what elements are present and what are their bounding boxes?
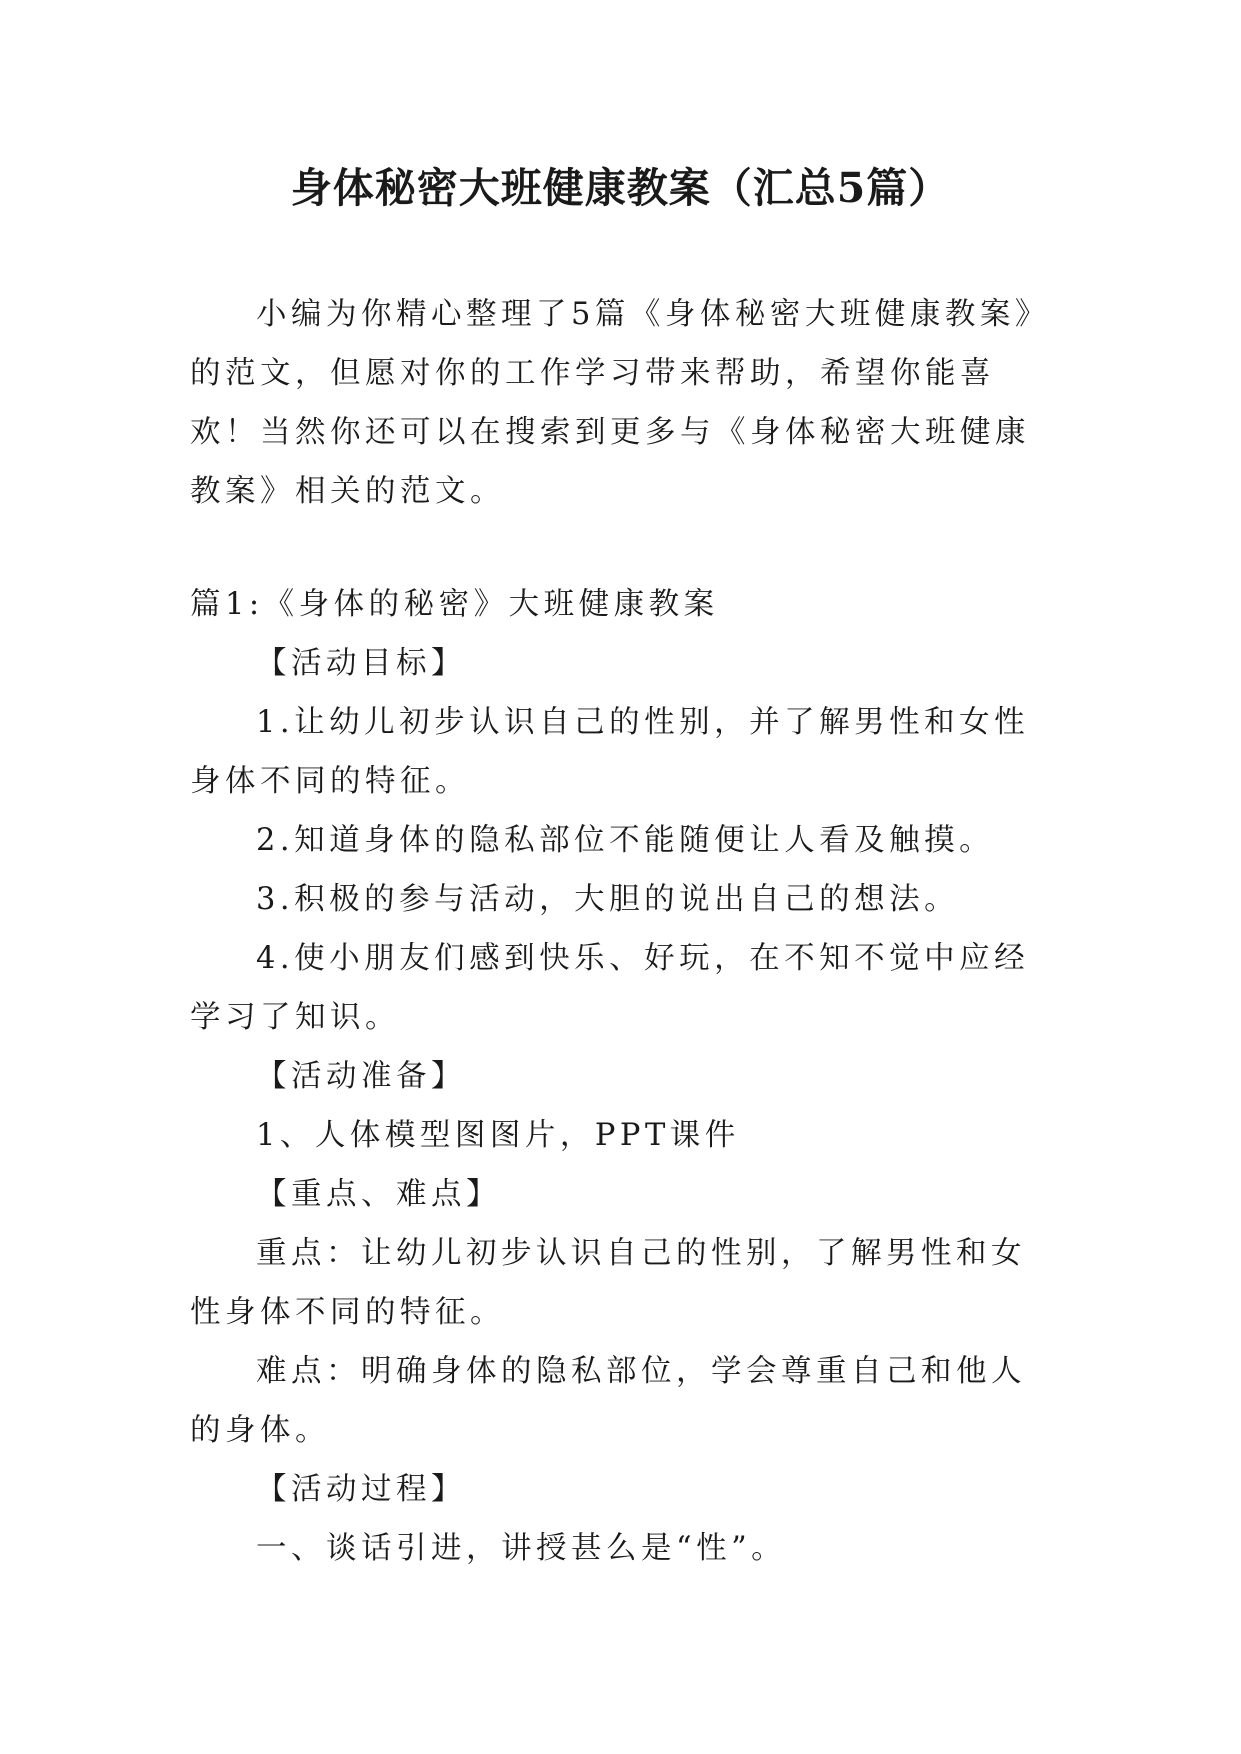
- document-content: [190, 575, 1056, 1578]
- goal-item-2: 2.知道身体的隐私部位不能随便让人看及触摸。: [256, 823, 995, 858]
- heading-activity-process: 【活动过程】: [256, 1472, 466, 1507]
- process-step-1: 一、谈话引进，讲授甚么是“性”。: [256, 1531, 787, 1566]
- heading-key-difficult-points: 【重点、难点】: [256, 1177, 501, 1212]
- key-point-paragraph: 重点：让幼儿初步认识自己的性别，了解男性和女性身体不同的特征。: [190, 1236, 1026, 1330]
- intro-paragraph: 小编为你精心整理了5篇《身体秘密大班健康教案》的范文，但愿对你的工作学习带来帮助，希望你能喜欢！当然你还可以在搜索到更多与《身体秘密大班健康教案》相关的范文。: [190, 297, 1050, 509]
- goal-item-3: 3.积极的参与活动，大胆的说出自己的想法。: [256, 882, 960, 917]
- preparation-item-1: 1、人体模型图图片，PPT课件: [256, 1118, 740, 1153]
- goal-item-1: 1.让幼儿初步认识自己的性别，并了解男性和女性身体不同的特征。: [190, 705, 1030, 799]
- document-title: 身体秘密大班健康教案（汇总5篇）: [290, 164, 951, 212]
- heading-activity-preparation: 【活动准备】: [256, 1059, 466, 1094]
- goal-item-4: 4.使小朋友们感到快乐、好玩，在不知不觉中应经学习了知识。: [190, 941, 1030, 1035]
- section-heading: 篇1:《身体的秘密》大班健康教案: [190, 587, 719, 622]
- heading-activity-goals: 【活动目标】: [256, 646, 466, 681]
- difficult-point-paragraph: 难点：明确身体的隐私部位，学会尊重自己和他人的身体。: [190, 1354, 1026, 1448]
